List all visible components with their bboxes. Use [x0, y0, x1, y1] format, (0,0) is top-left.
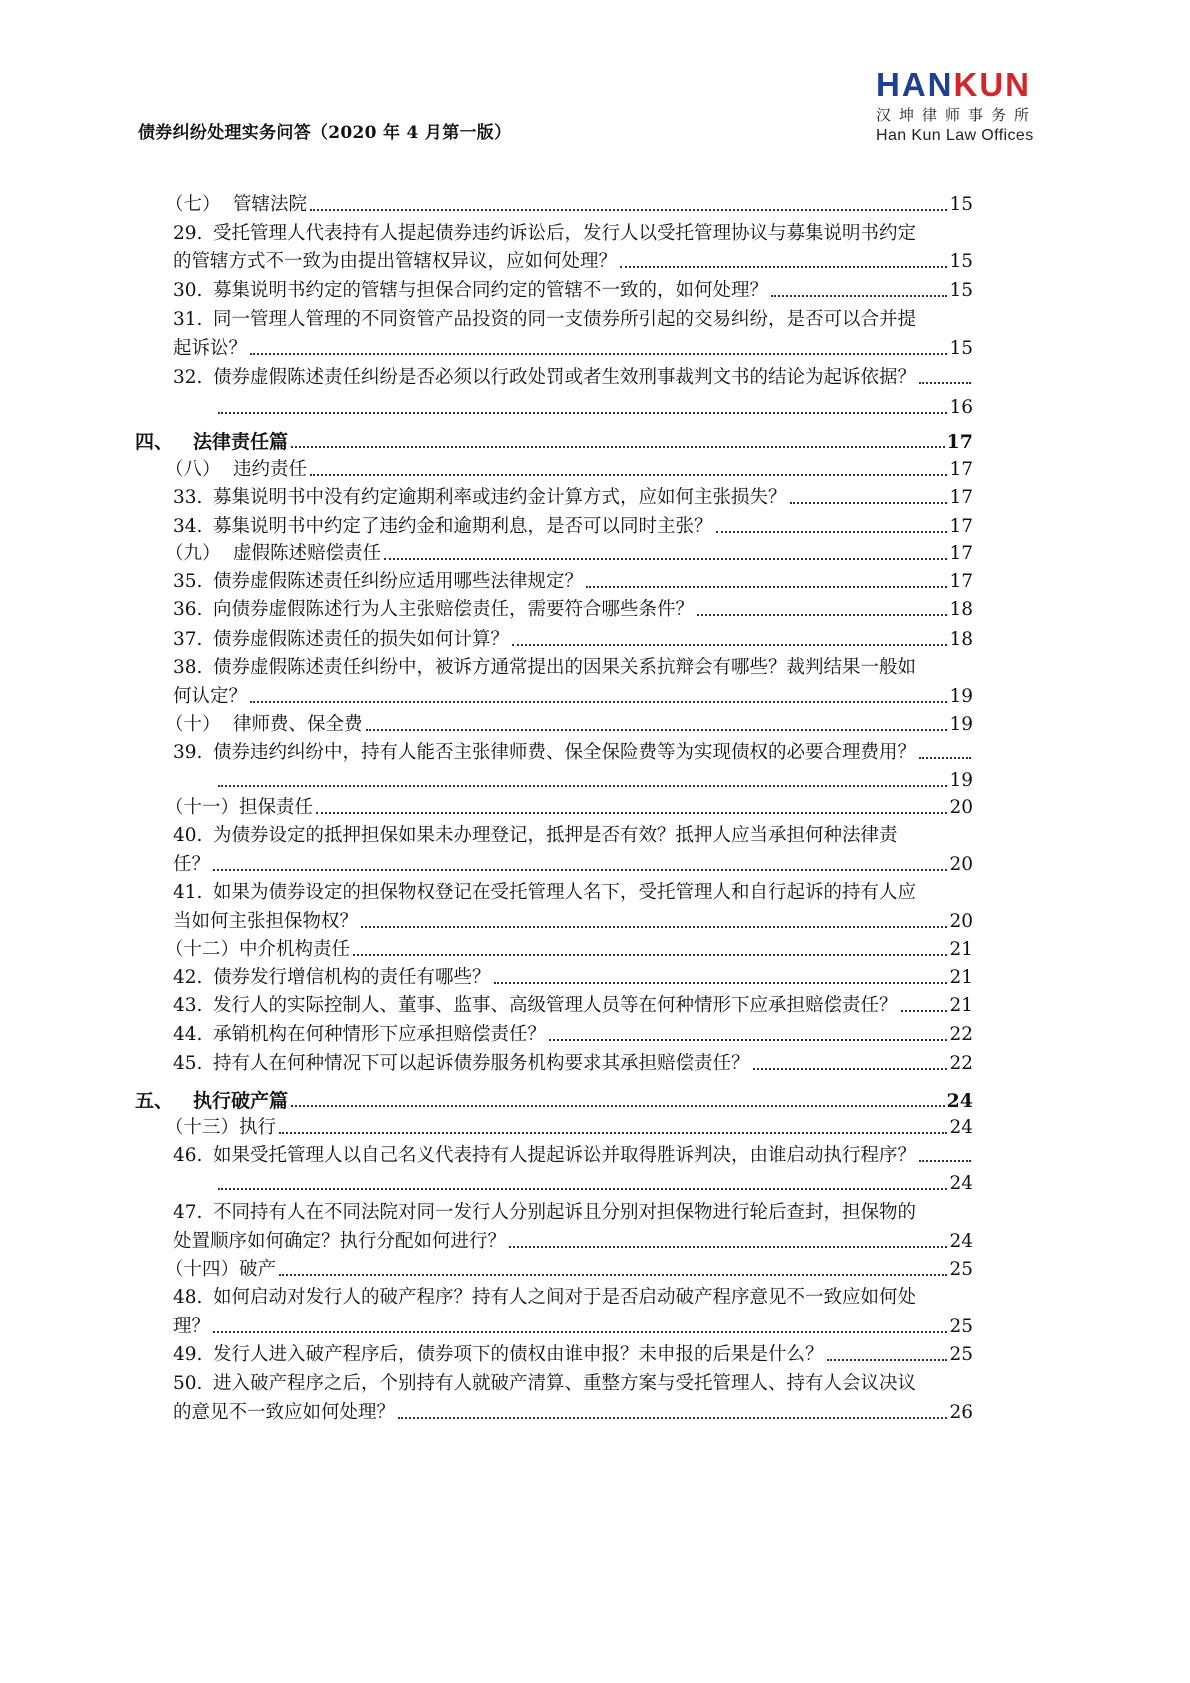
toc-page-number: 22 — [949, 1053, 973, 1074]
toc-question-continuation[interactable] — [173, 250, 973, 274]
toc-question-text: 债券虚假陈述责任纠纷中，被诉方通常提出的因果关系抗辩会有哪些？裁判结果一般如 — [213, 657, 917, 678]
dot-leader — [316, 812, 947, 814]
toc-page-number: 15 — [949, 338, 973, 359]
toc-question[interactable] — [173, 1201, 973, 1225]
dot-leader — [398, 1417, 947, 1419]
toc-question[interactable] — [173, 656, 973, 680]
toc-label: （八） — [165, 459, 221, 480]
toc-label: 四、 — [135, 431, 174, 453]
toc-question[interactable] — [173, 1052, 973, 1076]
dot-leader — [361, 926, 947, 928]
toc-page-number: 15 — [949, 280, 973, 301]
toc-question-text: 不同持有人在不同法院对同一发行人分别起诉且分别对担保物进行轮后查封，担保物的 — [213, 1202, 917, 1223]
toc-page-number: 18 — [949, 599, 973, 620]
toc-page-number: 19 — [949, 714, 973, 735]
toc-section[interactable] — [165, 1258, 973, 1282]
dot-leader — [494, 982, 948, 984]
toc-question-continuation[interactable] — [173, 337, 973, 361]
toc-question-number: 44. — [173, 1024, 203, 1045]
toc-question-continuation[interactable] — [173, 685, 973, 709]
toc-title: 管辖法院 — [233, 194, 308, 215]
dot-leader — [310, 474, 947, 476]
toc-page-number: 20 — [949, 854, 973, 875]
toc-question[interactable] — [173, 824, 973, 848]
toc-page-number: 25 — [949, 1344, 973, 1365]
toc-question-text: 如果受托管理人以自己名义代表持有人提起诉讼并取得胜诉判决，由谁启动执行程序？ — [213, 1145, 917, 1166]
toc-page-number: 25 — [949, 1259, 973, 1280]
logo-english-name: Han Kun Law Offices — [876, 127, 1034, 144]
dot-leader — [919, 757, 971, 759]
toc-label: 五、 — [135, 1090, 174, 1112]
toc-section[interactable] — [165, 193, 973, 217]
dot-leader — [218, 412, 947, 414]
toc-question-continuation[interactable] — [173, 1315, 973, 1339]
toc-section[interactable] — [165, 796, 973, 820]
toc-question-text: 承销机构在何种情形下应承担赔偿责任？ — [213, 1024, 547, 1045]
toc-question-text: 如何启动对发行人的破产程序？持有人之间对于是否启动破产程序意见不一致应如何处 — [213, 1287, 917, 1308]
toc-page-number: 24 — [946, 1090, 973, 1112]
toc-question-text-cont: 理？ — [173, 1316, 211, 1337]
toc-question-text-cont: 何认定？ — [173, 686, 248, 707]
dot-leader — [291, 1105, 945, 1107]
dot-leader — [250, 353, 947, 355]
hankun-logo — [876, 68, 1056, 145]
toc-question-text: 募集说明书中约定了违约金和逾期利息，是否可以同时主张？ — [213, 516, 713, 537]
toc-question-text: 债券虚假陈述责任的损失如何计算？ — [213, 629, 510, 650]
toc-question-text: 持有人在何种情况下可以起诉债券服务机构要求其承担赔偿责任？ — [213, 1053, 750, 1074]
toc-question[interactable] — [173, 1023, 973, 1047]
toc-question[interactable] — [173, 994, 973, 1018]
toc-question-text: 募集说明书约定的管辖与担保合同约定的管辖不一致的，如何处理？ — [213, 280, 769, 301]
toc-page-number: 17 — [949, 571, 973, 592]
toc-page-number: 17 — [949, 459, 973, 480]
toc-question[interactable] — [173, 486, 973, 510]
toc-question[interactable] — [173, 881, 973, 905]
toc-page-number: 21 — [949, 967, 973, 988]
dot-leader — [549, 1039, 947, 1041]
toc-question-number: 41. — [173, 882, 203, 903]
dot-leader — [250, 701, 947, 703]
toc-question[interactable] — [173, 1343, 973, 1367]
toc-question[interactable] — [173, 308, 973, 332]
toc-label: （十三） — [165, 1117, 240, 1138]
dot-leader — [827, 1359, 948, 1361]
toc-question[interactable] — [173, 628, 973, 652]
dot-leader — [366, 729, 948, 731]
toc-page-number: 21 — [949, 995, 973, 1016]
toc-question-number: 38. — [173, 657, 203, 678]
logo-chinese-name: 汉坤律师事务所 — [876, 106, 1038, 124]
dot-leader — [310, 209, 947, 211]
toc-page-number: 21 — [949, 939, 973, 960]
toc-title: 法律责任篇 — [193, 431, 289, 453]
toc-section[interactable] — [165, 1116, 973, 1140]
toc-title: 中介机构责任 — [239, 939, 351, 960]
toc-question-text: 债券虚假陈述责任纠纷应适用哪些法律规定？ — [213, 571, 584, 592]
dot-leader — [512, 644, 947, 646]
dot-leader — [716, 531, 948, 533]
toc-page-number: 20 — [949, 911, 973, 932]
dot-leader — [213, 869, 947, 871]
toc-question-number: 37. — [173, 629, 203, 650]
toc-question-number: 35. — [173, 571, 203, 592]
toc-question[interactable] — [173, 741, 973, 765]
toc-label: （十二） — [165, 939, 240, 960]
toc-question[interactable] — [173, 222, 973, 246]
dot-leader — [279, 1274, 947, 1276]
toc-page-number: 22 — [949, 1024, 973, 1045]
toc-question-number: 49. — [173, 1344, 203, 1365]
toc-question[interactable] — [173, 515, 973, 539]
toc-question-text: 发行人的实际控制人、董事、监事、高级管理人员等在何种情形下应承担赔偿责任？ — [213, 995, 898, 1016]
toc-question-text-cont: 当如何主张担保物权？ — [173, 911, 359, 932]
toc-title: 虚假陈述赔偿责任 — [233, 543, 382, 564]
toc-page-number: 16 — [949, 397, 973, 418]
toc-page-number: 17 — [949, 543, 973, 564]
toc-page-number: 24 — [949, 1231, 973, 1252]
toc-chapter[interactable] — [135, 1089, 973, 1113]
toc-question-text: 债券违约纠纷中，持有人能否主张律师费、保全保险费等为实现债权的必要合理费用？ — [213, 742, 917, 763]
dot-leader — [771, 295, 947, 297]
toc-label: （九） — [165, 543, 221, 564]
toc-question-number: 40. — [173, 825, 203, 846]
toc-question-text: 发行人进入破产程序后，债券项下的债权由谁申报？未申报的后果是什么？ — [213, 1344, 824, 1365]
toc-question-text: 债券发行增信机构的责任有哪些？ — [213, 967, 491, 988]
dot-leader — [384, 558, 947, 560]
toc-question-number: 42. — [173, 967, 203, 988]
dot-leader — [353, 954, 947, 956]
dot-leader — [919, 1160, 971, 1162]
toc-title: 破产 — [239, 1259, 277, 1280]
toc-page-number: 20 — [949, 797, 973, 818]
toc-label: （十） — [165, 714, 221, 735]
toc-page-number: 26 — [949, 1402, 973, 1423]
toc-page-number: 19 — [949, 770, 973, 791]
toc-page-number: 18 — [949, 629, 973, 650]
toc-label: （十一） — [165, 797, 240, 818]
toc-page-number: 15 — [949, 251, 973, 272]
toc-page-number: 25 — [949, 1316, 973, 1337]
toc-question-continuation[interactable] — [173, 910, 973, 934]
toc-title: 执行 — [239, 1117, 277, 1138]
dot-leader — [509, 1246, 947, 1248]
toc-title: 违约责任 — [233, 459, 308, 480]
toc-question[interactable] — [173, 279, 973, 303]
dot-leader — [697, 614, 947, 616]
toc-question[interactable] — [173, 1286, 973, 1310]
toc-question[interactable] — [173, 966, 973, 990]
toc-question-text-cont: 的管辖方式不一致为由提出管辖权异议，应如何处理？ — [173, 251, 618, 272]
toc-question-continuation[interactable] — [173, 1401, 973, 1425]
toc-question[interactable] — [173, 1372, 973, 1396]
toc-question-text: 受托管理人代表持有人提起债券违约诉讼后，发行人以受托管理协议与募集说明书约定 — [213, 223, 917, 244]
toc-question-text-cont: 的意见不一致应如何处理？ — [173, 1402, 396, 1423]
toc-title: 律师费、保全费 — [233, 714, 363, 735]
toc-chapter[interactable] — [135, 430, 973, 454]
toc-section[interactable] — [165, 938, 973, 962]
toc-question[interactable] — [173, 1144, 973, 1168]
dot-leader — [620, 266, 947, 268]
toc-page-number: 24 — [949, 1117, 973, 1138]
toc-question-text: 为债券设定的抵押担保如果未办理登记，抵押是否有效？抵押人应当承担何种法律责 — [213, 825, 898, 846]
toc-question-continuation[interactable] — [215, 396, 973, 420]
dot-leader — [790, 502, 948, 504]
dot-leader — [919, 382, 971, 384]
toc-question-text-cont: 处置顺序如何确定？执行分配如何进行？ — [173, 1231, 507, 1252]
dot-leader — [753, 1068, 948, 1070]
toc-section[interactable] — [165, 542, 973, 566]
toc-page-number: 19 — [949, 686, 973, 707]
toc-question-number: 50. — [173, 1373, 203, 1394]
toc-title: 执行破产篇 — [193, 1090, 289, 1112]
toc-question-text: 债券虚假陈述责任纠纷是否必须以行政处罚或者生效刑事裁判文书的结论为起诉依据？ — [213, 367, 917, 388]
toc-question-number: 33. — [173, 487, 203, 508]
toc-question[interactable] — [173, 366, 973, 390]
dot-leader — [218, 785, 947, 787]
dot-leader — [291, 446, 945, 448]
dot-leader — [218, 1188, 947, 1190]
toc-label: （十四） — [165, 1259, 240, 1280]
toc-label: （七） — [165, 194, 221, 215]
toc-question-continuation[interactable] — [173, 853, 973, 877]
toc-page-number: 17 — [946, 431, 973, 453]
toc-question-continuation[interactable] — [215, 769, 973, 793]
toc-question-text-cont: 任？ — [173, 854, 211, 875]
toc-question-text: 进入破产程序之后，个别持有人就破产清算、重整方案与受托管理人、持有人会议决议 — [213, 1373, 917, 1394]
toc-question-text: 向债券虚假陈述行为人主张赔偿责任，需要符合哪些条件？ — [213, 599, 695, 620]
toc-question-number: 48. — [173, 1287, 203, 1308]
toc-page-number: 24 — [949, 1173, 973, 1194]
toc-question-number: 30. — [173, 280, 203, 301]
toc-question-text-cont: 起诉讼？ — [173, 338, 248, 359]
toc-page-number: 15 — [949, 194, 973, 215]
toc-question-text: 如果为债券设定的担保物权登记在受托管理人名下，受托管理人和自行起诉的持有人应 — [213, 882, 917, 903]
document-running-title: 债券纠纷处理实务问答（2020 年 4 月第一版） — [138, 123, 512, 143]
toc-question-number: 29. — [173, 223, 203, 244]
toc-question-number: 34. — [173, 516, 203, 537]
toc-question-text: 募集说明书中没有约定逾期利率或违约金计算方式，应如何主张损失？ — [213, 487, 787, 508]
toc-question-number: 39. — [173, 742, 203, 763]
toc-page-number: 17 — [949, 487, 973, 508]
dot-leader — [213, 1331, 947, 1333]
dot-leader — [279, 1132, 947, 1134]
toc-question-number: 43. — [173, 995, 203, 1016]
toc-question[interactable] — [173, 570, 973, 594]
toc-page-number: 17 — [949, 516, 973, 537]
toc-question-number: 46. — [173, 1145, 203, 1166]
toc-question-number: 32. — [173, 367, 203, 388]
toc-question-number: 31. — [173, 309, 203, 330]
toc-section[interactable] — [165, 458, 973, 482]
toc-question-number: 45. — [173, 1053, 203, 1074]
toc-question-text: 同一管理人管理的不同资管产品投资的同一支债券所引起的交易纠纷，是否可以合并提 — [213, 309, 917, 330]
logo-wordmark: HANKUN — [876, 66, 1031, 103]
dot-leader — [586, 586, 947, 588]
toc-question[interactable] — [173, 598, 973, 622]
toc-question-number: 47. — [173, 1202, 203, 1223]
toc-question-continuation[interactable] — [173, 1230, 973, 1254]
toc-question-number: 36. — [173, 599, 203, 620]
toc-section[interactable] — [165, 713, 973, 737]
toc-question-continuation[interactable] — [215, 1172, 973, 1196]
toc-title: 担保责任 — [239, 797, 314, 818]
dot-leader — [901, 1010, 948, 1012]
